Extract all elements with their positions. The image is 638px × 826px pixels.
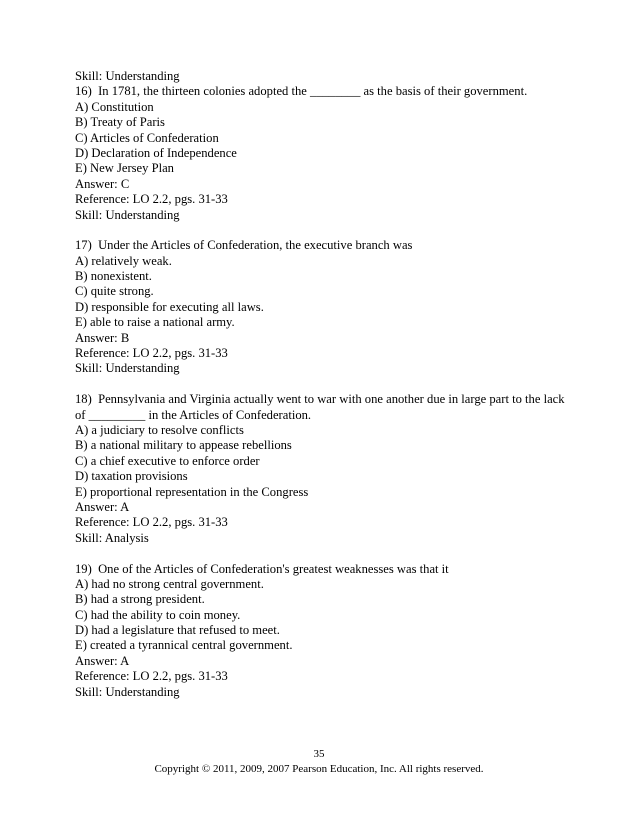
- option-e: E) proportional representation in the Congress: [75, 484, 309, 499]
- option-e: E) created a tyrannical central government.: [75, 638, 293, 653]
- option-c: C) a chief executive to enforce order: [75, 453, 260, 468]
- question-stem: 19) One of the Articles of Confederation's greatest weaknesses was that it: [75, 561, 449, 576]
- question-stem-line-1: 18) Pennsylvania and Virginia actually went to war with one another due in large part to the lack: [75, 392, 565, 407]
- answer: Answer: C: [75, 176, 130, 191]
- question-stem: 17) Under the Articles of Confederation, the executive branch was: [75, 238, 413, 253]
- question-18: [75, 392, 575, 546]
- option-d: D) Declaration of Independence: [75, 145, 237, 160]
- option-d: D) responsible for executing all laws.: [75, 299, 264, 314]
- skill: Skill: Understanding: [75, 207, 180, 222]
- option-c: C) quite strong.: [75, 284, 154, 299]
- lead-skill: Skill: Understanding: [75, 69, 180, 83]
- answer: Answer: B: [75, 330, 130, 345]
- skill: Skill: Analysis: [75, 530, 149, 545]
- spacer: [75, 546, 575, 561]
- question-stem-line-2: of _________ in the Articles of Confederation.: [75, 407, 312, 422]
- option-d: D) taxation provisions: [75, 469, 188, 484]
- reference: Reference: LO 2.2, pgs. 31-33: [75, 346, 228, 361]
- option-b: B) nonexistent.: [75, 269, 152, 284]
- question-16: [75, 84, 575, 223]
- copyright-notice: Copyright © 2011, 2009, 2007 Pearson Education, Inc. All rights reserved.: [154, 763, 484, 775]
- skill: Skill: Understanding: [75, 684, 180, 699]
- page-number: 35: [313, 748, 325, 760]
- reference: Reference: LO 2.2, pgs. 31-33: [75, 669, 228, 684]
- question-19: [75, 562, 575, 701]
- option-b: B) a national military to appease rebellions: [75, 438, 292, 453]
- answer: Answer: A: [75, 653, 130, 668]
- option-c: C) had the ability to coin money.: [75, 607, 241, 622]
- answer: Answer: A: [75, 499, 130, 514]
- option-a: A) Constitution: [75, 99, 154, 114]
- option-b: B) Treaty of Paris: [75, 115, 165, 130]
- question-17: [75, 238, 575, 377]
- option-e: E) able to raise a national army.: [75, 315, 235, 330]
- spacer: [75, 377, 575, 392]
- option-a: A) a judiciary to resolve conflicts: [75, 422, 244, 437]
- skill: Skill: Understanding: [75, 361, 180, 376]
- option-d: D) had a legislature that refused to meet.: [75, 623, 280, 638]
- option-e: E) New Jersey Plan: [75, 161, 174, 176]
- question-stem: 16) In 1781, the thirteen colonies adopted the ________ as the basis of their government.: [75, 84, 528, 99]
- option-a: A) relatively weak.: [75, 253, 172, 268]
- reference: Reference: LO 2.2, pgs. 31-33: [75, 515, 228, 530]
- spacer: [75, 223, 575, 238]
- option-a: A) had no strong central government.: [75, 576, 264, 591]
- document-body: [75, 69, 575, 700]
- option-b: B) had a strong president.: [75, 592, 205, 607]
- reference: Reference: LO 2.2, pgs. 31-33: [75, 192, 228, 207]
- option-c: C) Articles of Confederation: [75, 130, 219, 145]
